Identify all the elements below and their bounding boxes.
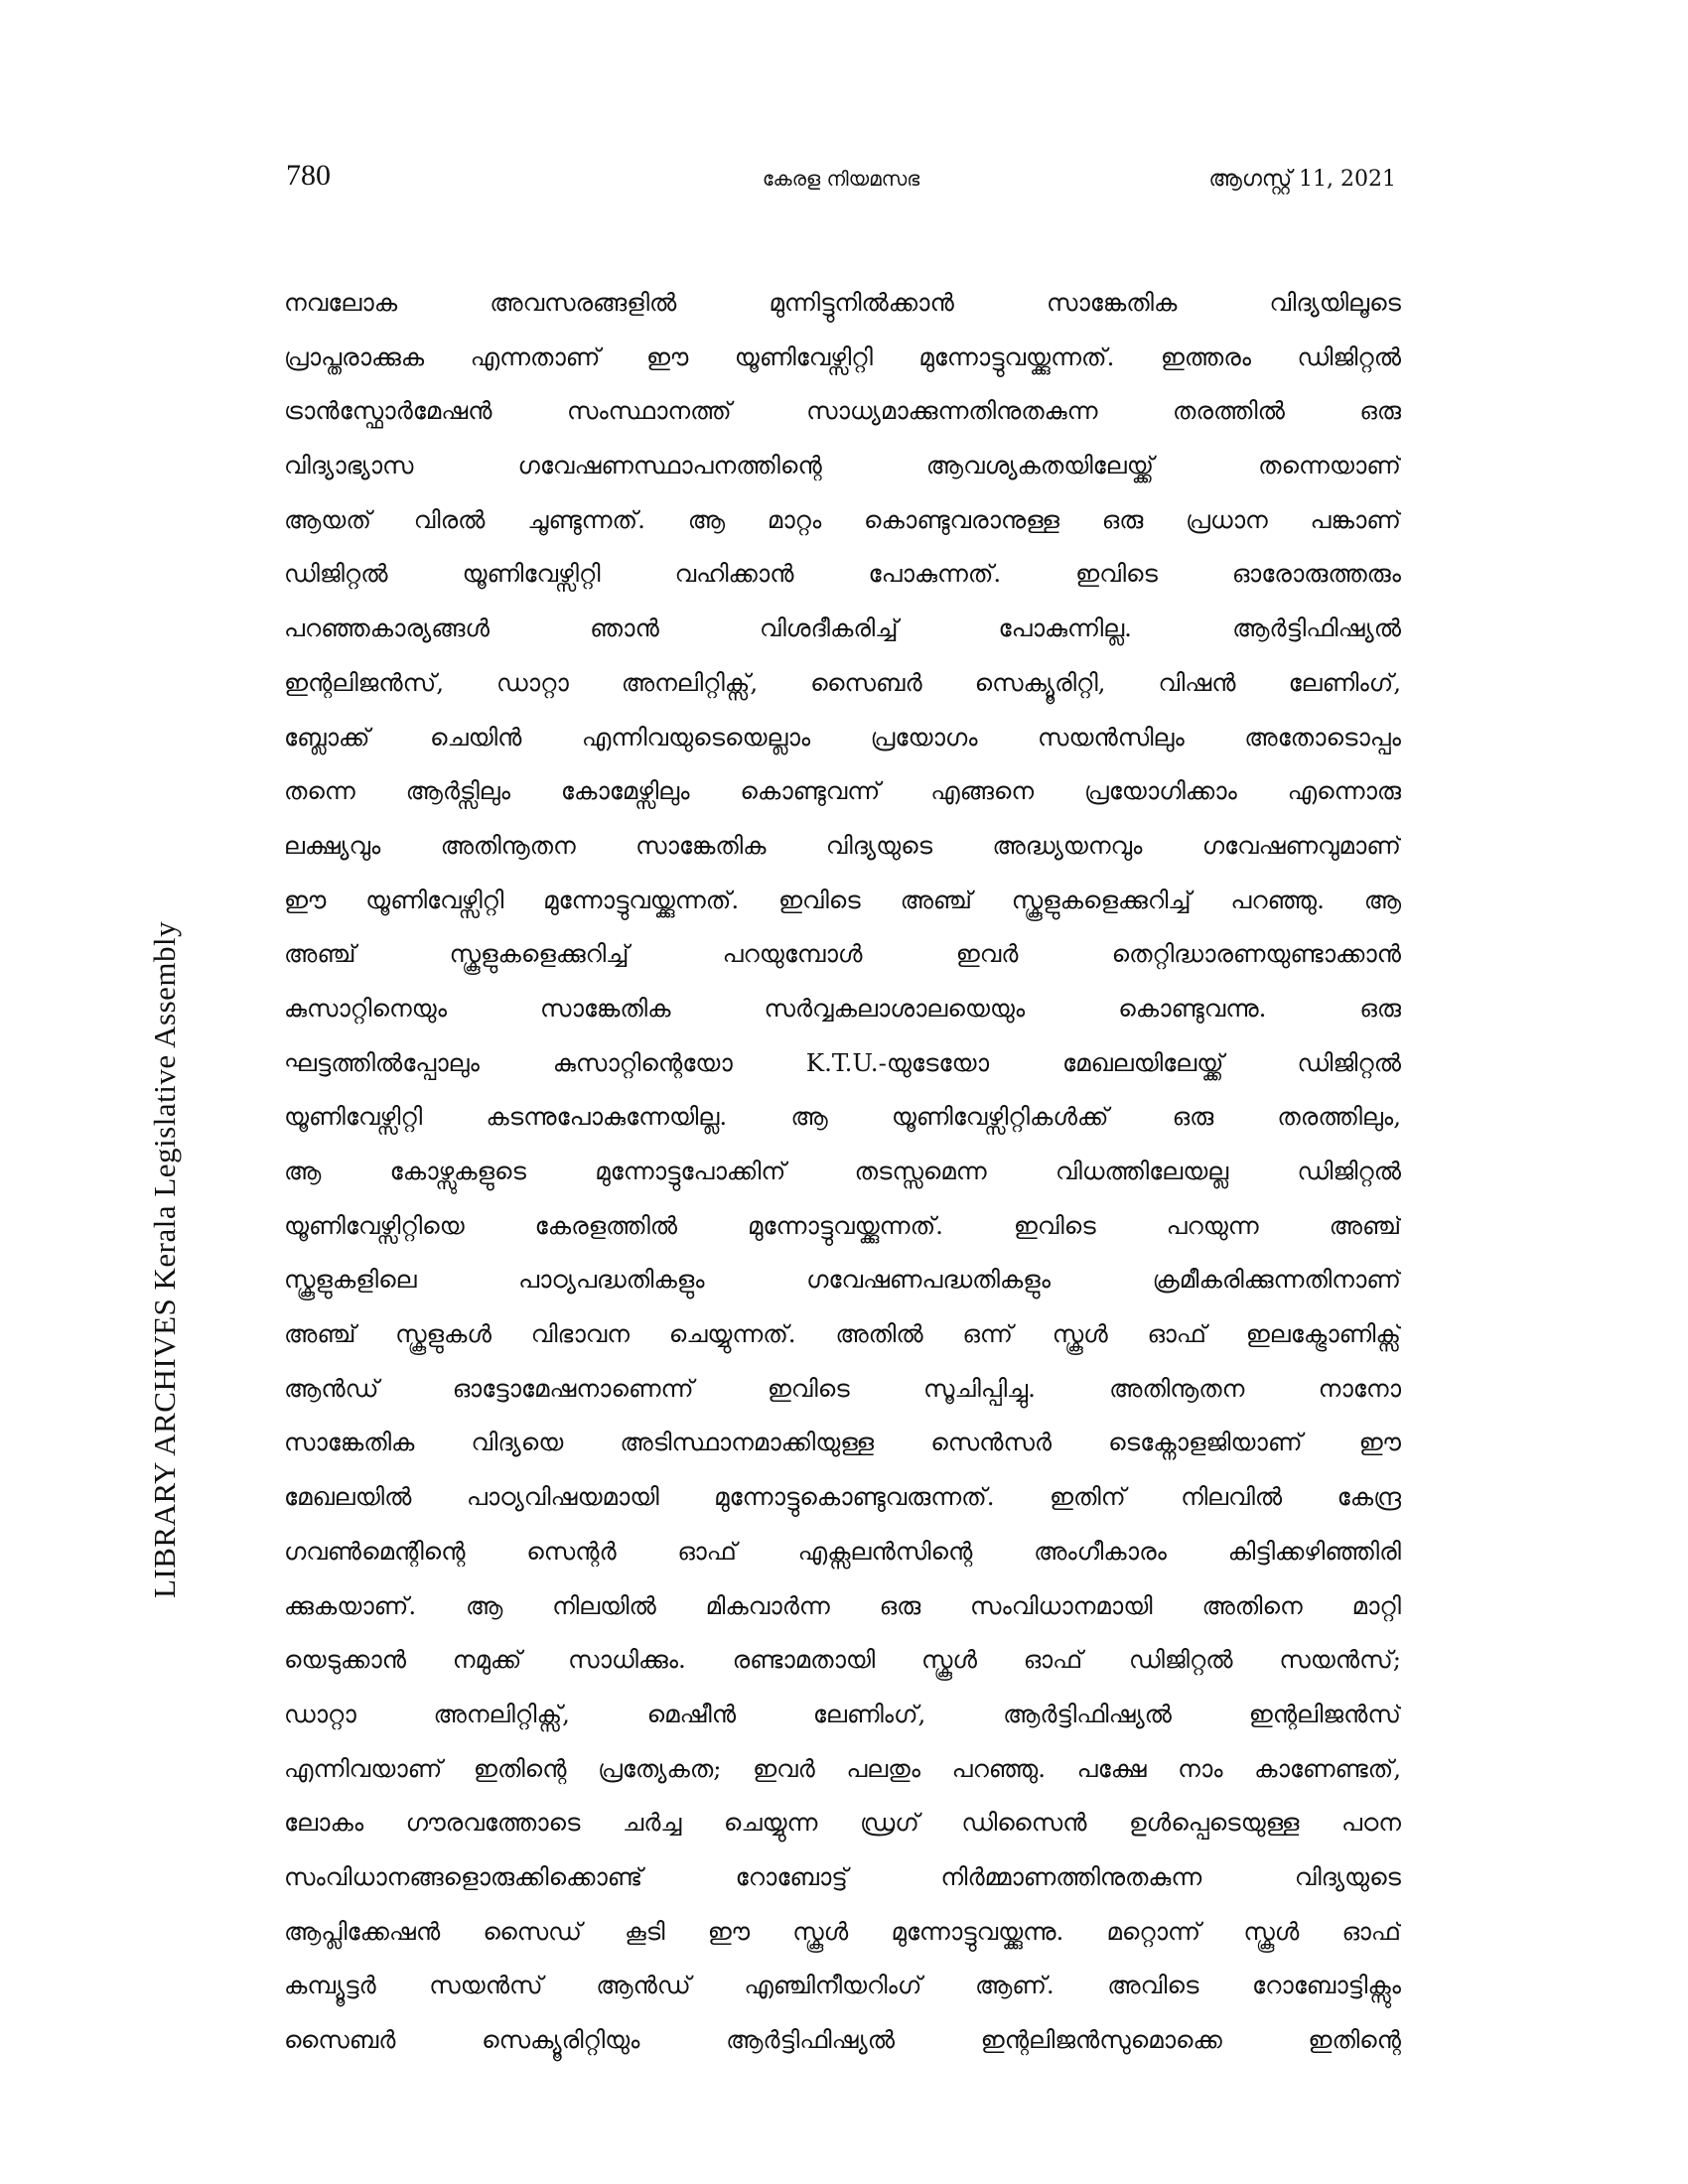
text-line: പ്രാപ്തരാക്കുക എന്നതാണ് ഈ യൂണിവേഴ്സിറ്റി മുന്നോട്ടുവയ്ക്കുന്നത്. ഇത്തരം ഡിജിറ്റൽ xyxy=(284,341,1401,371)
text-line: സാങ്കേതിക വിദ്യയെ അടിസ്ഥാനമാക്കിയുള്ള സെൻസർ ടെക്നോളജിയാണ് ഈ xyxy=(284,1428,1401,1457)
text-line: ബ്ലോക്ക് ചെയിൻ എന്നിവയുടെയെല്ലാം പ്രയോഗം സയൻസിലും അതോടൊപ്പം xyxy=(284,722,1401,751)
text-line: സംവിധാനങ്ങളൊരുക്കിക്കൊണ്ട് റോബോട്ട് നിർമ്മാണത്തിനുതകുന്ന വിദ്യയുടെ xyxy=(284,1861,1401,1891)
text-line: ട്രാൻസ്ഫോർമേഷൻ സംസ്ഥാനത്ത് സാധ്യമാക്കുന്നതിനുതകുന്ന തരത്തിൽ ഒരു xyxy=(284,396,1401,426)
page-number: 780 xyxy=(286,159,331,192)
text-line: ഈ യൂണിവേഴ്സിറ്റി മുന്നോട്ടുവയ്ക്കുന്നത്. ഇവിടെ അഞ്ച് സ്കൂളുകളെക്കുറിച്ച് പറഞ്ഞു. ആ xyxy=(284,885,1401,914)
text-line: ഡിജിറ്റൽ യൂണിവേഴ്സിറ്റി വഹിക്കാൻ പോകുന്നത്. ഇവിടെ ഓരോരുത്തരും xyxy=(284,559,1401,589)
text-line: ഘട്ടത്തിൽപ്പോലും കുസാറ്റിന്റെയോ K.T.U.-യുടേയോ മേഖലയിലേയ്ക്ക് ഡിജിറ്റൽ xyxy=(284,1047,1401,1077)
text-line: തന്നെ ആർട്സിലും കോമേഴ്സിലും കൊണ്ടുവന്ന് എങ്ങനെ പ്രയോഗിക്കാം എന്നൊരു xyxy=(284,776,1401,806)
header-date: ആഗസ്റ്റ് 11, 2021 xyxy=(1208,167,1396,192)
text-line: യൂണിവേഴ്സിറ്റി കടന്നുപോകുന്നേയില്ല. ആ യൂണിവേഴ്സിറ്റികൾക്ക് ഒരു തരത്തിലും, xyxy=(284,1102,1401,1132)
text-line: ലോകം ഗൗരവത്തോടെ ചർച്ച ചെയ്യുന്ന ഡ്രഗ് ഡിസൈൻ ഉൾപ്പെടെയുള്ള പഠന xyxy=(284,1808,1401,1838)
text-line: കുസാറ്റിനെയും സാങ്കേതിക സർവ്വകലാശാലയെയും കൊണ്ടുവന്നു. ഒരു xyxy=(284,993,1401,1023)
body-text xyxy=(284,276,1401,2068)
text-line: എന്നിവയാണ് ഇതിന്റെ പ്രത്യേകത; ഇവർ പലതും പറഞ്ഞു. പക്ഷേ നാം കാണേണ്ടത്, xyxy=(284,1753,1401,1783)
text-line: കമ്പ്യൂട്ടർ സയൻസ് ആൻഡ് എഞ്ചിനീയറിംഗ് ആണ്. അവിടെ റോബോട്ടിക്സും xyxy=(284,1971,1401,2000)
text-line: ആപ്ലിക്കേഷൻ സൈഡ് കൂടി ഈ സ്കൂൾ മുന്നോട്ടുവയ്ക്കുന്നു. മറ്റൊന്ന് സ്കൂൾ ഓഫ് xyxy=(284,1916,1401,1946)
text-line: യൂണിവേഴ്സിറ്റിയെ കേരളത്തിൽ മുന്നോട്ടുവയ്ക്കുന്നത്. ഇവിടെ പറയുന്ന അഞ്ച് xyxy=(284,1210,1401,1240)
text-line: ആയത് വിരൽ ചൂണ്ടുന്നത്. ആ മാറ്റം കൊണ്ടുവരാനുള്ള ഒരു പ്രധാന പങ്കാണ് xyxy=(284,504,1401,534)
text-line: പറഞ്ഞകാര്യങ്ങൾ ഞാൻ വിശദീകരിച്ച് പോകുന്നില്ല. ആർട്ടിഫിഷ്യൽ xyxy=(284,614,1401,643)
text-line: സൈബർ സെക്യൂരിറ്റിയും ആർട്ടിഫിഷ്യൽ ഇന്റലിജൻസുമൊക്കെ ഇതിന്റെ xyxy=(284,2025,1401,2054)
text-line: ഇന്റലിജൻസ്, ഡാറ്റാ അനലിറ്റിക്സ്, സൈബർ സെക്യൂരിറ്റി, വിഷൻ ലേണിംഗ്, xyxy=(284,667,1401,697)
text-line: ഡാറ്റാ അനലിറ്റിക്സ്, മെഷീൻ ലേണിംഗ്, ആർട്ടിഫിഷ്യൽ ഇന്റലിജൻസ് xyxy=(284,1699,1401,1728)
text-line: അഞ്ച് സ്കൂളുകളെക്കുറിച്ച് പറയുമ്പോൾ ഇവർ തെറ്റിദ്ധാരണയുണ്ടാക്കാൻ xyxy=(284,939,1401,969)
text-line: വിദ്യാഭ്യാസ ഗവേഷണസ്ഥാപനത്തിന്റെ ആവശ്യകതയിലേയ്ക്ക് തന്നെയാണ് xyxy=(284,451,1401,480)
text-line: മേഖലയിൽ പാഠ്യവിഷയമായി മുന്നോട്ടുകൊണ്ടുവരുന്നത്. ഇതിന് നിലവിൽ കേന്ദ്ര xyxy=(284,1482,1401,1512)
page-header xyxy=(286,159,1396,199)
text-line: ക്കുകയാണ്. ആ നിലയിൽ മികവാർന്ന ഒരു സംവിധാനമായി അതിനെ മാറ്റി xyxy=(284,1590,1401,1620)
text-line: ആ കോഴ്സുകളുടെ മുന്നോട്ടുപോക്കിന് തടസ്സമെന്ന വിധത്തിലേയല്ല ഡിജിറ്റൽ xyxy=(284,1157,1401,1185)
text-line: ഗവൺമെന്റിന്റെ സെന്റർ ഓഫ് എക്സലൻസിന്റെ അംഗീകാരം കിട്ടിക്കഴിഞ്ഞിരി xyxy=(284,1536,1401,1566)
text-line: സ്കൂളുകളിലെ പാഠ്യപദ്ധതികളും ഗവേഷണപദ്ധതികളും ക്രമീകരിക്കുന്നതിനാണ് xyxy=(284,1265,1401,1295)
text-line: നവലോക അവസരങ്ങളിൽ മുന്നിട്ടുനിൽക്കാൻ സാങ്കേതിക വിദ്യയിലൂടെ xyxy=(284,288,1401,317)
text-line: അഞ്ച് സ്കൂളുകൾ വിഭാവന ചെയ്യുന്നത്. അതിൽ ഒന്ന് സ്കൂൾ ഓഫ് ഇലക്ട്രോണിക്സ് xyxy=(284,1319,1401,1349)
text-line: യെടുക്കാൻ നമുക്ക് സാധിക്കും. രണ്ടാമതായി സ്കൂൾ ഓഫ് ഡിജിറ്റൽ സയൻസ്; xyxy=(284,1645,1401,1675)
text-line: ലക്ഷ്യവും അതിനൂതന സാങ്കേതിക വിദ്യയുടെ അദ്ധ്യയനവും ഗവേഷണവുമാണ് xyxy=(284,830,1401,860)
library-archives-watermark: LIBRARY ARCHIVES Kerala Legislative Assembly xyxy=(147,920,182,1598)
text-line: ആൻഡ് ഓട്ടോമേഷനാണെന്ന് ഇവിടെ സൂചിപ്പിച്ചു. അതിനൂതന നാനോ xyxy=(284,1373,1401,1403)
header-title: കേരള നിയമസഭ xyxy=(762,167,920,191)
